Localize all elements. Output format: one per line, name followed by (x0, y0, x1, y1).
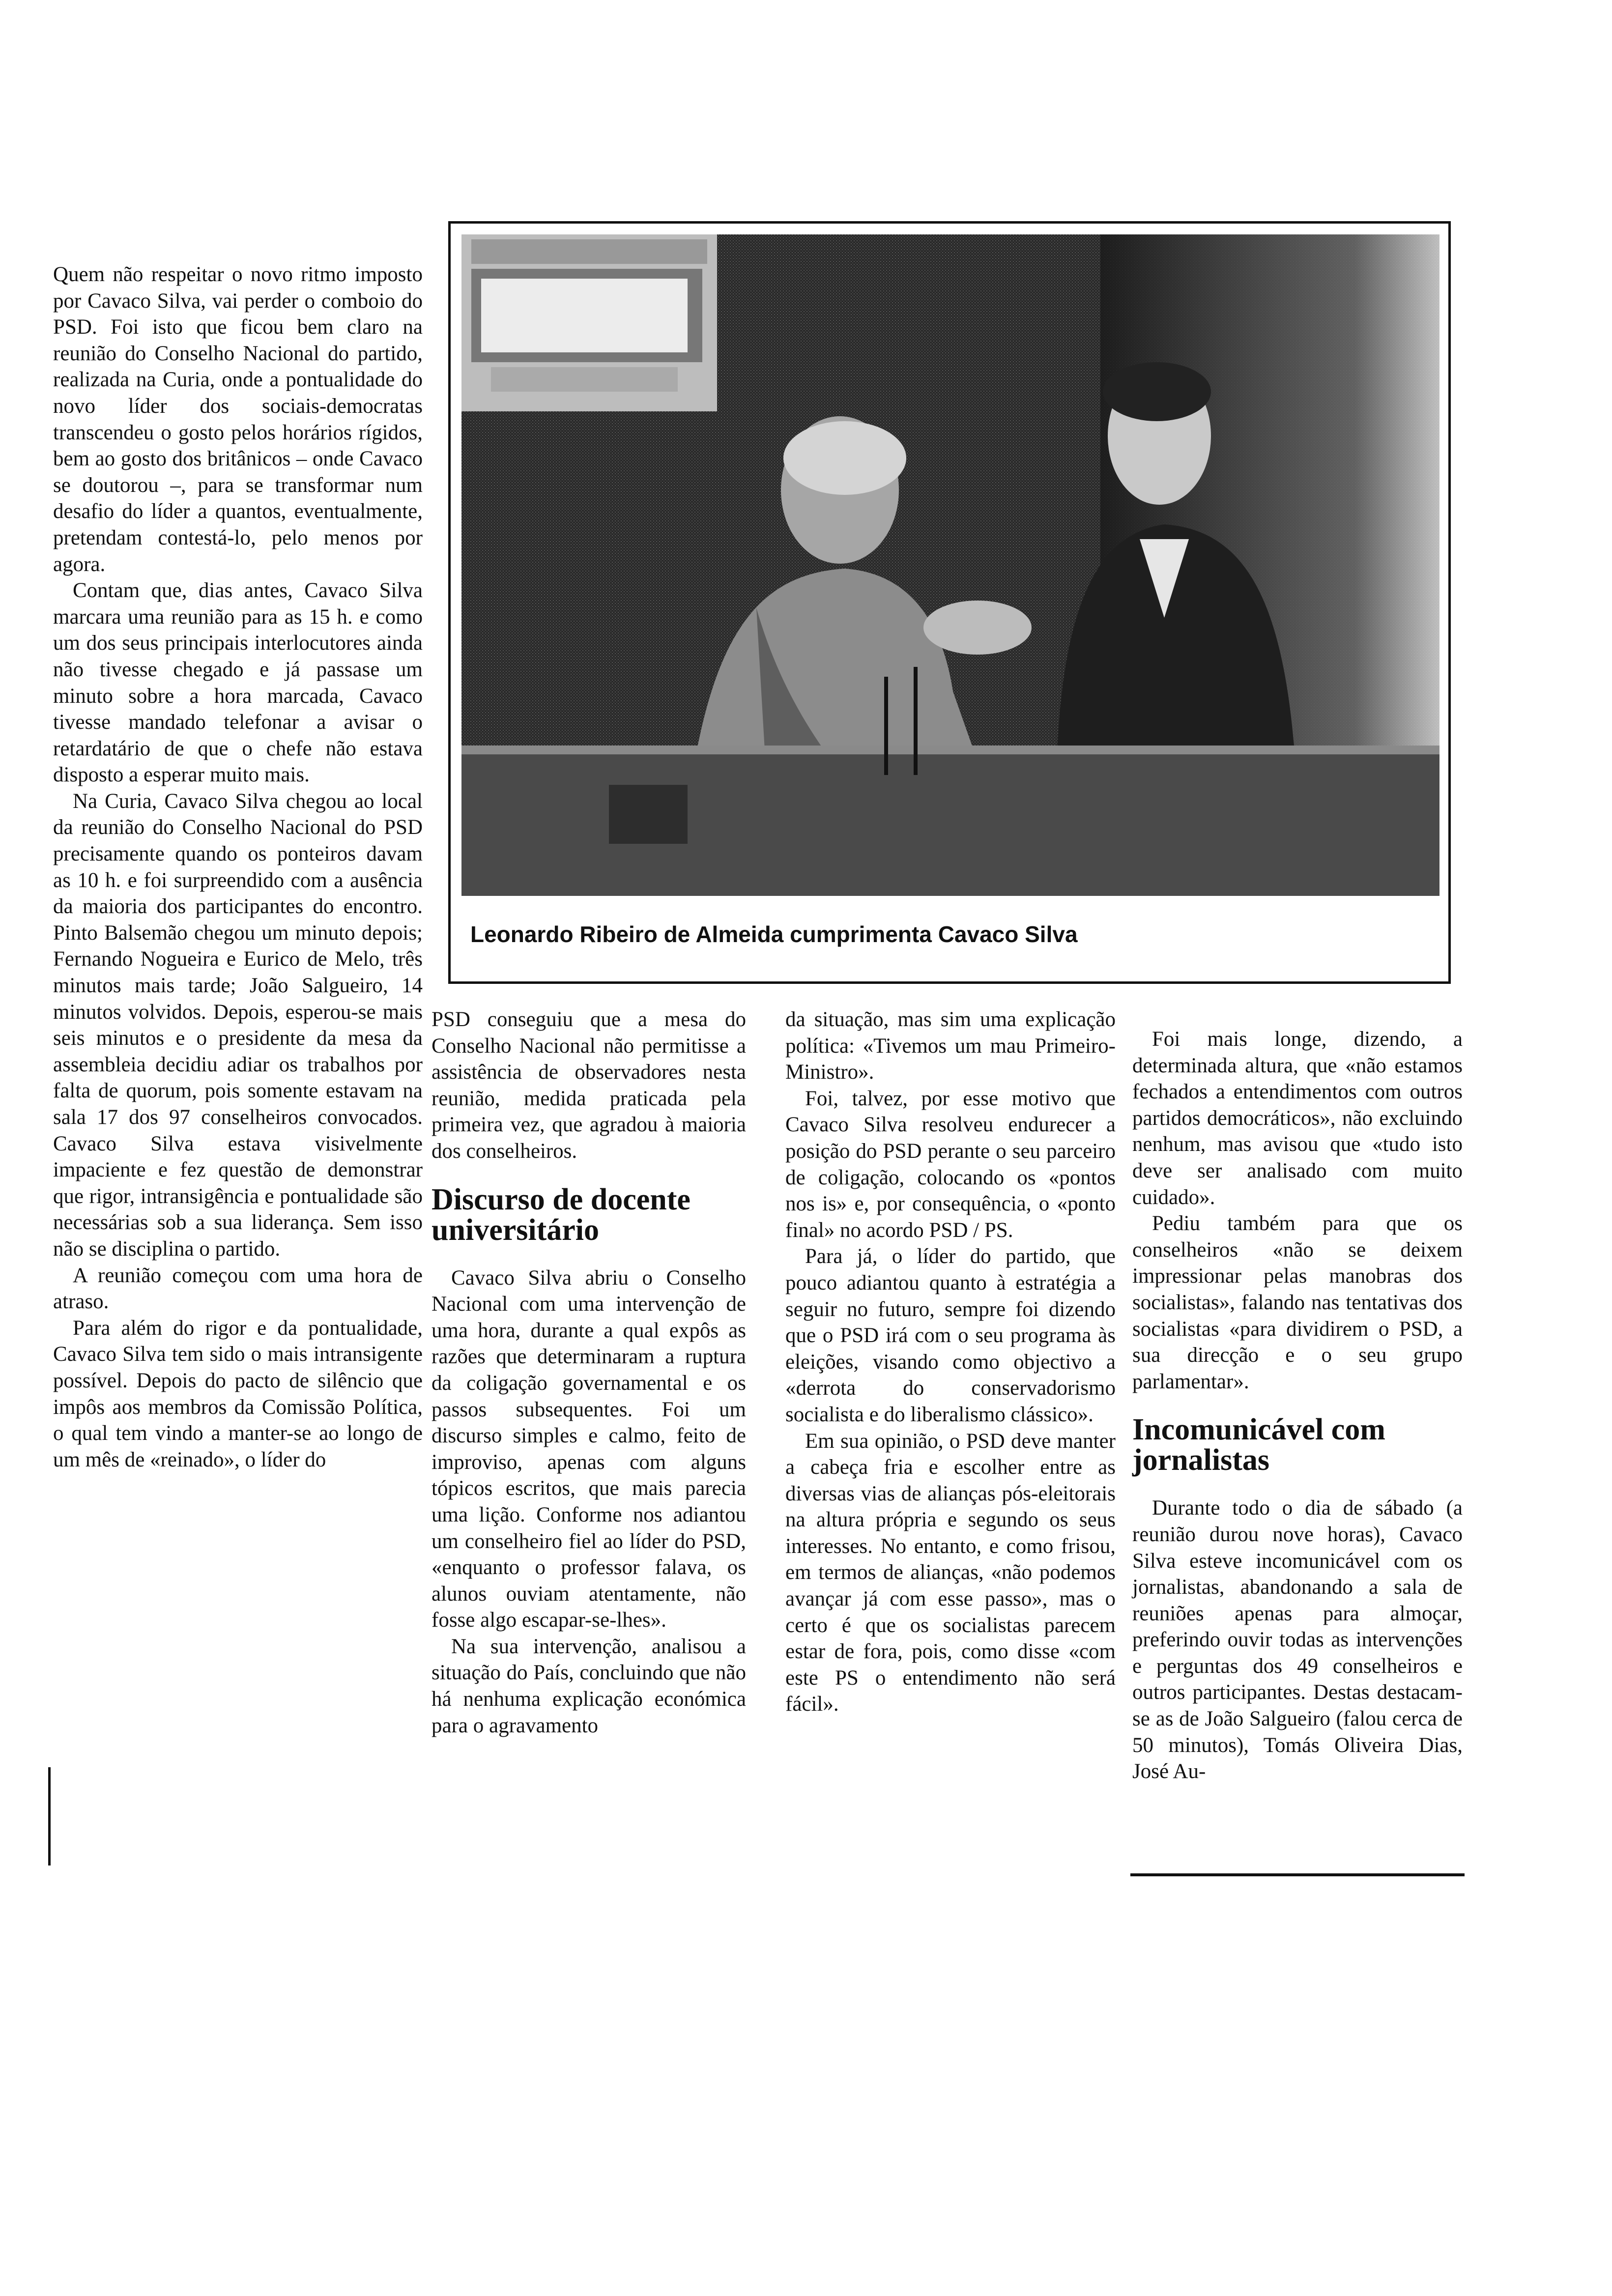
paragraph: Contam que, dias antes, Cavaco Silva marcara uma reunião para as 15 h. e como um dos seus principais interlocutores ainda não tivesse chegado e já passase um minuto sobre a hora marcada, Cavaco tivesse mandado telefonar a avisar o retardatário de que o chefe não estava disposto a esperar muito mais. (53, 579, 423, 787)
photo-caption: Leonardo Ribeiro de Almeida cumprimenta Cavaco Silva (470, 921, 1078, 947)
news-photo (461, 234, 1439, 896)
paragraph: PSD conseguiu que a mesa do Conselho Nacional não permitisse a assistência de observadores nesta reunião, medida praticada pela primeira vez, que agradou à maioria dos conselheiros. (432, 1008, 746, 1163)
photo-halftone (461, 234, 1439, 896)
paragraph: Foi, talvez, por esse motivo que Cavaco Silva resolveu endurecer a posição do PSD perante o seu parceiro de coligação, colocando os «pontos nos is» e, por consequência, o «ponto final» no acordo PSD / PS. (785, 1087, 1116, 1242)
paragraph: Na Curia, Cavaco Silva chegou ao local da reunião do Conselho Nacional do PSD precisamente quando os ponteiros davam as 10 h. e foi surpreendido com a ausência da maioria dos participantes do encontro. Pinto Balsemão chegou um minuto depois; Fernando Nogueira e Eurico de Melo, três minutos mais tarde; João Salgueiro, 14 minutos volvidos. Depois, esperou-se mais seis minutos e o presidente da mesa da assembleia decidiu adiar os trabalhos por falta de quorum, pois somente estavam na sala 17 dos 97 conselheiros convocados. Cavaco Silva estava visivelmente impaciente e fez questão de demonstrar que rigor, intransigência e pontualidade são necessárias sob a sua liderança. Sem isso não se disciplina o partido. (53, 789, 423, 1261)
article-column-4 (1132, 1026, 1463, 1785)
paragraph: Cavaco Silva abriu o Conselho Nacional com uma intervenção de uma hora, durante a qual expôs as razões que determinaram a ruptura da coligação governamental e os passos subsequentes. Foi um discurso simples e calmo, feito de improviso, apenas com alguns tópicos escritos, que mais parecia uma lição. Conforme nos adiantou um conselheiro fiel ao líder do PSD, «enquanto o professor falava, os alunos ouviam atentamente, não fosse algo escapar-se-lhes». (432, 1266, 746, 1632)
paragraph: Na sua intervenção, analisou a situação do País, concluindo que não há nenhuma explicação económica para o agravamento (432, 1635, 746, 1737)
paragraph: Para além do rigor e da pontualidade, Cavaco Silva tem sido o mais intransigente possível. Depois do pacto de silêncio que impôs aos membros da Comissão Política, o qual tem vindo a manter-se ao longo de um mês de «reinado», o líder do (53, 1316, 423, 1471)
paragraph: da situação, mas sim uma explicação política: «Tivemos um mau Primeiro-Ministro». (785, 1008, 1116, 1084)
paragraph: Em sua opinião, o PSD deve manter a cabeça fria e escolher entre as diversas vias de alianças pós-eleitorais na altura própria e segundo os seus interesses. No entanto, e como frisou, em termos de alianças, «não podemos avançar já com esse passo», mas o certo é que os socialistas parecem estar de fora, pois, como disse «com este PS o entendimento não será fácil». (785, 1429, 1116, 1716)
paragraph: Quem não respeitar o novo ritmo imposto por Cavaco Silva, vai perder o comboio do PSD. Foi isto que ficou bem claro na reunião do Conselho Nacional do partido, realizada na Curia, onde a pontualidade do novo líder dos sociais-democratas transcendeu o gosto pelos horários rígidos, bem ao gosto dos britânicos – onde Cavaco se doutorou –, para se transformar num desafio do líder a quantos, eventualmente, pretendam contestá-lo, pelo menos por agora. (53, 263, 423, 576)
photo-frame (448, 221, 1451, 984)
margin-rule (48, 1767, 51, 1866)
paragraph: A reunião começou com uma hora de atraso. (53, 1263, 423, 1314)
paragraph: Pediu também para que os conselheiros «não se deixem impressionar pelas manobras dos socialistas», falando nas tentativas dos socialistas «para dividirem o PSD, a sua direcção e o seu grupo parlamentar». (1132, 1212, 1463, 1393)
paragraph: Foi mais longe, dizendo, a determinada altura, que «não estamos fechados a entendimentos com outros partidos democráticos», não excluindo nenhum, mas avisou que «tudo isto deve ser analisado com muito cuidado». (1132, 1028, 1463, 1209)
paragraph: Para já, o líder do partido, que pouco adiantou quanto à estratégia a seguir no futuro, sempre foi dizendo que o PSD irá com o seu programa às eleições, visando como objectivo a «derrota do conservadorismo socialista e do liberalismo clássico». (785, 1245, 1116, 1426)
column-end-rule (1130, 1873, 1465, 1876)
paragraph: Durante todo o dia de sábado (a reunião durou nove horas), Cavaco Silva esteve incomunicável com os jornalistas, abandonando a sala de reuniões apenas para almoçar, preferindo ouvir todas as intervenções e perguntas dos 49 conselheiros e outros participantes. Destas destacam-se as de João Salgueiro (falou cerca de 50 minutos), Tomás Oliveira Dias, José Au- (1132, 1496, 1463, 1783)
article-column-2 (432, 1006, 746, 1739)
article-column-3 (785, 1006, 1116, 1718)
article-column-1 (53, 261, 423, 1473)
section-heading: Incomunicável com jornalistas (1132, 1413, 1385, 1477)
section-heading: Discurso de docente universitário (432, 1182, 691, 1247)
